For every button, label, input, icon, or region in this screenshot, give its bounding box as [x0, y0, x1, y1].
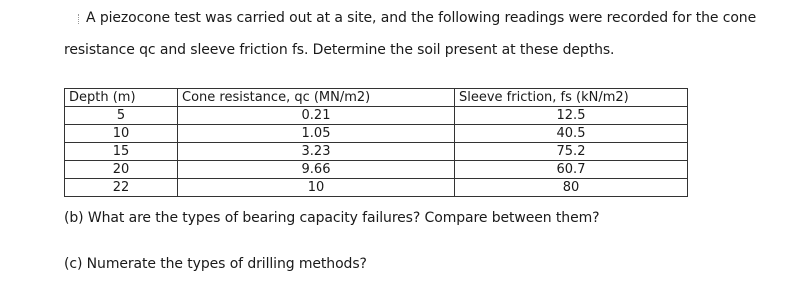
cell-fs: 60.7: [455, 161, 688, 179]
cell-fs: 75.2: [455, 143, 688, 161]
header-depth: Depth (m): [65, 89, 178, 107]
cell-depth: 15: [65, 143, 178, 161]
cell-fs: 80: [455, 179, 688, 197]
cell-qc: 1.05: [178, 125, 455, 143]
table-row: [65, 143, 688, 161]
cell-depth: 20: [65, 161, 178, 179]
margin-mark: [78, 14, 81, 24]
question-b: (b) What are the types of bearing capacity failures? Compare between them?: [64, 210, 600, 226]
cell-fs: 40.5: [455, 125, 688, 143]
cell-qc: 3.23: [178, 143, 455, 161]
header-cone-resistance: Cone resistance, qc (MN/m2): [178, 89, 455, 107]
header-sleeve-friction: Sleeve friction, fs (kN/m2): [455, 89, 688, 107]
table-row: [65, 161, 688, 179]
table-header-row: [65, 89, 688, 107]
cell-depth: 10: [65, 125, 178, 143]
cell-fs: 12.5: [455, 107, 688, 125]
readings-table: [64, 88, 688, 197]
cell-depth: 22: [65, 179, 178, 197]
problem-statement-line-1: A piezocone test was carried out at a site, and the following readings were recorded for the cone: [86, 10, 757, 26]
question-c: (c) Numerate the types of drilling methods?: [64, 256, 367, 272]
cell-qc: 10: [178, 179, 455, 197]
table-row: [65, 125, 688, 143]
cell-qc: 0.21: [178, 107, 455, 125]
cell-qc: 9.66: [178, 161, 455, 179]
problem-statement-line-2: resistance qc and sleeve friction fs. Determine the soil present at these depths.: [64, 42, 615, 58]
table-row: [65, 107, 688, 125]
cell-depth: 5: [65, 107, 178, 125]
table-row: [65, 179, 688, 197]
